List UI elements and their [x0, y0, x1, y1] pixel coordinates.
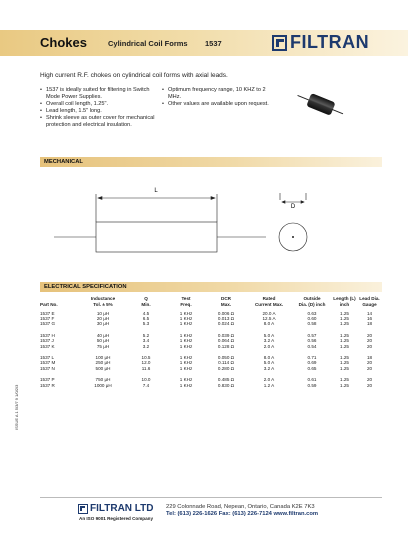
- table-cell: 1537 J: [40, 338, 54, 344]
- table-cell: 1.25: [340, 332, 349, 338]
- table-cell: 5.0 A: [263, 332, 275, 338]
- mechanical-drawing: [40, 178, 382, 264]
- length-label: L: [154, 188, 158, 194]
- filtran-logo-icon: [272, 35, 287, 51]
- table-cell: 1 KHz: [179, 382, 193, 388]
- table-cell: 0.60: [307, 316, 317, 321]
- table-cell: 14: [366, 310, 373, 316]
- table-cell: 3.2 A: [263, 365, 275, 371]
- table-cell: 3.2: [142, 343, 150, 349]
- table-cell: 0.006 Ω: [217, 310, 235, 316]
- table-cell: 0.064 Ω: [217, 338, 235, 344]
- table-cell: 1.25: [340, 316, 349, 321]
- table-cell: 75 μH: [96, 343, 110, 349]
- table-cell: 12.5 A: [262, 316, 276, 321]
- table-cell: 1 KHz: [179, 365, 193, 371]
- table-cell: 20.0 A: [262, 310, 276, 316]
- lead-wire-bottom: [332, 109, 344, 115]
- column-header: Part No.: [40, 301, 58, 307]
- table-cell: 2.0 A: [263, 377, 275, 383]
- table-cell: 0.830 Ω: [217, 382, 235, 388]
- mechanical-heading: MECHANICAL: [44, 159, 83, 165]
- table-cell: 1 KHz: [179, 332, 193, 338]
- table-cell: 6.5: [142, 316, 150, 321]
- table-cell: 10.5: [141, 355, 151, 361]
- table-cell: 16: [366, 316, 373, 321]
- table-cell: 0.56: [307, 338, 317, 344]
- table-cell: 20: [366, 343, 373, 349]
- table-cell: 1 KHz: [179, 360, 193, 366]
- diameter-label: D: [290, 204, 296, 210]
- table-cell: 0.024 Ω: [217, 321, 235, 327]
- column-header: Gauge: [362, 301, 377, 307]
- table-cell: 3.2 A: [263, 338, 275, 344]
- table-cell: 1537 P: [40, 377, 55, 383]
- table-cell: 0.050 Ω: [217, 355, 235, 361]
- table-cell: 750 μH: [95, 377, 111, 383]
- table-cell: 1537 K: [40, 343, 55, 349]
- spec-table: [40, 296, 382, 388]
- table-cell: 1.25: [340, 321, 349, 327]
- table-cell: 0.58: [307, 321, 317, 327]
- table-cell: 4.5: [142, 310, 150, 316]
- table-cell: 0.59: [307, 382, 317, 388]
- table-cell: 7.4: [142, 382, 150, 388]
- product-code: 1537: [205, 39, 222, 48]
- table-cell: 20 μH: [96, 316, 110, 321]
- table-cell: 0.128 Ω: [217, 343, 235, 349]
- table-cell: 2.0 A: [263, 343, 275, 349]
- table-cell: 0.63: [307, 310, 317, 316]
- table-cell: 1537 E: [40, 310, 55, 316]
- table-cell: 18: [366, 355, 373, 361]
- feature-item: • Lead length, 1.5" long.: [40, 108, 155, 115]
- table-cell: 20: [366, 365, 373, 371]
- column-header: Current Max.: [254, 301, 284, 307]
- table-cell: 10.0: [141, 377, 151, 383]
- table-cell: 1537 N: [40, 365, 55, 371]
- column-header: Min.: [141, 301, 151, 307]
- table-cell: 1000 μH: [94, 382, 112, 388]
- table-cell: 0.114 Ω: [218, 360, 234, 366]
- column-header: Dia. (D) inch: [298, 301, 326, 307]
- table-cell: 500 μH: [95, 365, 111, 371]
- footer-divider: [40, 497, 382, 498]
- column-header: Lead Dia.: [359, 296, 380, 301]
- table-cell: 1.25: [340, 310, 349, 316]
- column-header: Outside: [303, 296, 321, 301]
- column-header: DCR: [221, 296, 231, 301]
- table-row: [40, 383, 382, 388]
- brand-logo: [272, 32, 382, 54]
- intro-text: High current R.F. chokes on cylindrical coil forms with axial leads.: [40, 72, 228, 79]
- table-cell: 0.013 Ω: [217, 316, 235, 321]
- column-header: inch: [339, 301, 350, 307]
- filtran-logo-icon: [78, 504, 88, 514]
- feature-item: • Shrink sleeve as outer cover for mechanical protection and electrical insulation.: [40, 115, 155, 129]
- feature-item: • Optimum frequency range, 10 KHZ to 2 MHz.: [162, 87, 272, 101]
- table-cell: 100 μH: [95, 355, 111, 361]
- column-header: Length (L): [333, 296, 356, 301]
- table-cell: 0.69: [307, 360, 317, 366]
- table-cell: 18: [366, 321, 373, 327]
- table-cell: 1.25: [340, 377, 349, 383]
- spec-table-body: [40, 311, 382, 388]
- table-cell: 1537 M: [40, 360, 56, 366]
- lead-dot: [292, 236, 294, 238]
- table-cell: 20: [366, 332, 373, 338]
- header-row: [40, 302, 382, 311]
- column-header: Inductance: [90, 296, 116, 301]
- table-cell: 20: [366, 382, 373, 388]
- column-header: Max.: [220, 301, 232, 307]
- footer-address: [166, 504, 318, 518]
- table-cell: 1.2 A: [263, 382, 275, 388]
- table-cell: 1 KHz: [179, 338, 193, 344]
- table-cell: 0.65: [307, 365, 317, 371]
- column-header: Freq.: [180, 301, 192, 307]
- company-name: FILTRAN LTD: [90, 503, 154, 514]
- table-cell: 1.25: [340, 382, 349, 388]
- feature-item: • 1537 is ideally suited for filtering in Switch Mode Power Supplies.: [40, 87, 155, 101]
- feature-item: • Other values are available upon request.: [162, 101, 272, 108]
- table-cell: 0.039 Ω: [217, 332, 235, 338]
- column-header: Q: [144, 296, 148, 301]
- iso-note: An ISO 9001 Registered Company: [79, 516, 154, 521]
- table-cell: 12.0: [141, 360, 151, 366]
- features-left: [40, 87, 155, 129]
- spec-heading-bar: [40, 282, 382, 292]
- table-cell: 30 μH: [96, 321, 110, 327]
- table-cell: 5.0 A: [263, 360, 275, 366]
- footer-logo: [78, 503, 170, 525]
- page-title: Chokes: [40, 35, 87, 50]
- column-header: Tol. ± 5%: [93, 301, 113, 307]
- table-cell: 1.25: [340, 343, 349, 349]
- spec-heading: ELECTRICAL SPECIFICATION: [44, 284, 127, 290]
- table-cell: 40 μH: [96, 332, 110, 338]
- table-cell: 1537 G: [40, 321, 56, 327]
- table-cell: 1537 R: [40, 382, 55, 388]
- contact-line: Tel: (613) 226-1626 Fax: (613) 226-7124 www.filtran.com: [166, 511, 319, 517]
- table-cell: 1.25: [340, 360, 349, 366]
- page-subtitle: Cylindrical Coil Forms: [108, 39, 188, 48]
- issue-note: ISSUE A 1 5/3/7 9 1/0/2/3: [14, 384, 19, 430]
- table-cell: 0.485 Ω: [217, 377, 235, 383]
- mechanical-heading-bar: [40, 157, 382, 167]
- table-cell: 1 KHz: [179, 343, 193, 349]
- table-cell: 20: [366, 377, 373, 383]
- table-cell: 0.54: [307, 343, 317, 349]
- table-cell: 10 μH: [96, 310, 110, 316]
- table-cell: 1.25: [340, 355, 349, 361]
- table-cell: 1537 H: [40, 332, 55, 338]
- brand-name: FILTRAN: [290, 32, 370, 52]
- table-cell: 0.61: [307, 377, 317, 383]
- choke-photo: [294, 86, 346, 123]
- table-cell: 11.6: [141, 365, 151, 371]
- table-cell: 1.25: [340, 365, 349, 371]
- address-line: 229 Colonnade Road, Nepean, Ontario, Canada K2E 7K3: [166, 504, 315, 510]
- table-cell: 50 μH: [96, 338, 110, 344]
- features-right: [162, 87, 272, 108]
- column-header: Rated: [262, 296, 276, 301]
- table-cell: 20: [366, 338, 373, 344]
- table-cell: 1537 F: [40, 316, 55, 321]
- table-cell: 3.4: [142, 338, 150, 344]
- table-cell: 0.71: [307, 355, 317, 361]
- table-cell: 1 KHz: [179, 321, 193, 327]
- table-cell: 1.25: [340, 338, 349, 344]
- table-cell: 5.3: [142, 321, 150, 327]
- column-header: Test: [181, 296, 191, 301]
- coil-body: [306, 93, 335, 116]
- table-cell: 1 KHz: [179, 377, 193, 383]
- table-cell: 1 KHz: [179, 316, 193, 321]
- table-cell: 1 KHz: [179, 310, 193, 316]
- table-cell: 0.57: [307, 332, 317, 338]
- feature-item: • Overall coil length, 1.25".: [40, 101, 155, 108]
- table-cell: 8.0 A: [263, 355, 275, 361]
- table-cell: 0.280 Ω: [217, 365, 235, 371]
- table-cell: 5.2: [142, 332, 150, 338]
- table-cell: 20: [366, 360, 373, 366]
- table-cell: 8.0 A: [263, 321, 275, 327]
- table-cell: 250 μH: [95, 360, 111, 366]
- table-cell: 1537 L: [40, 355, 55, 361]
- table-cell: 1 KHz: [179, 355, 193, 361]
- coil-side-view: [96, 222, 217, 252]
